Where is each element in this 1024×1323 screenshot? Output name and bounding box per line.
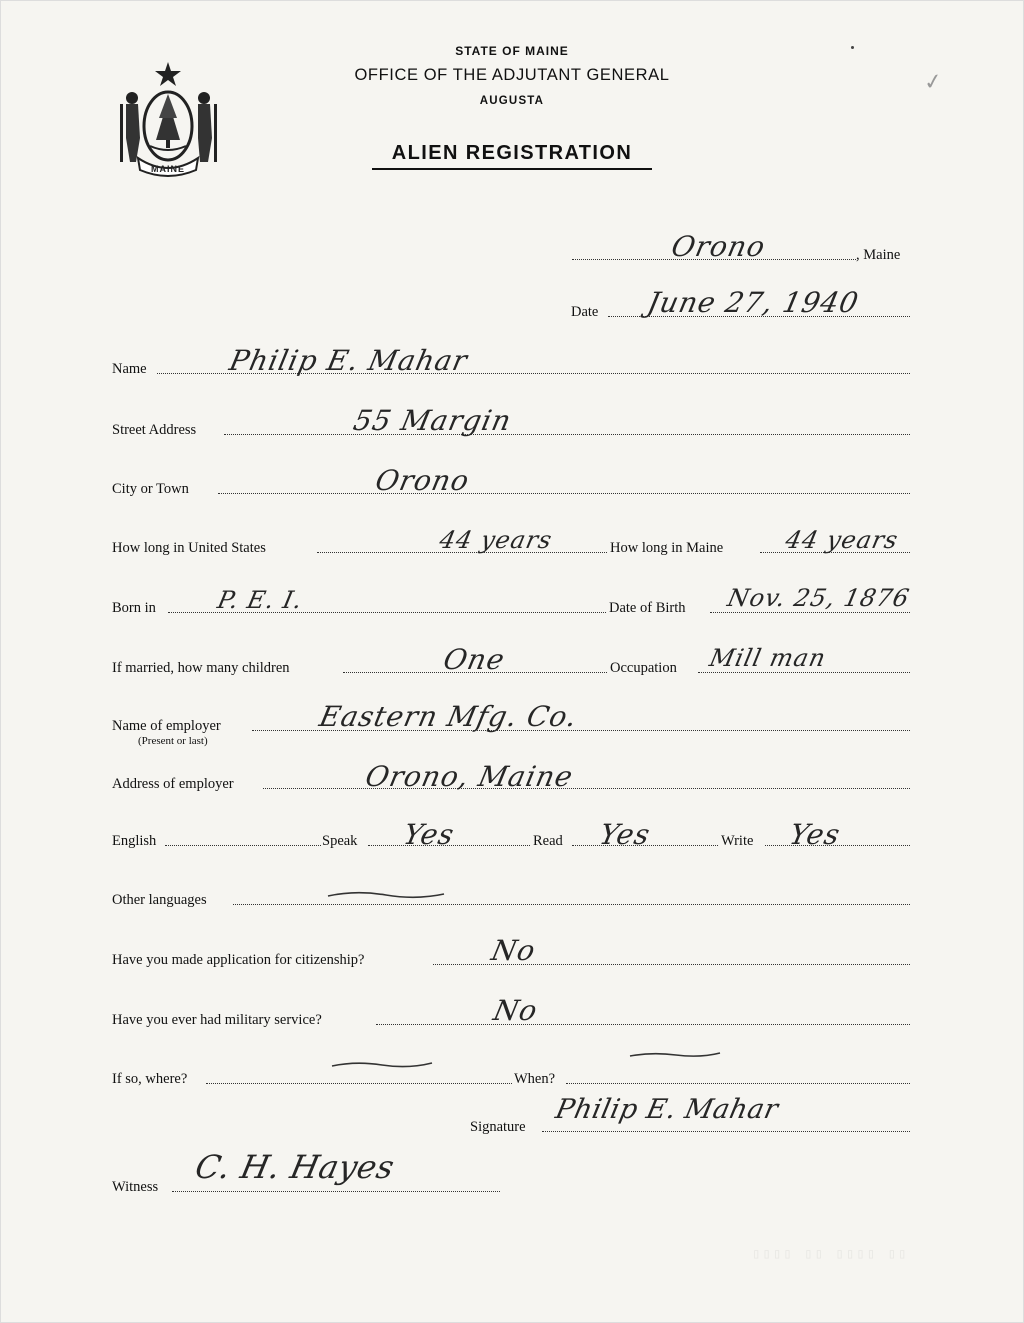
city-value: Orono: [372, 464, 473, 497]
military-label: Have you ever had military service?: [112, 1012, 322, 1028]
citizenship-value: No: [488, 934, 539, 967]
other-languages-label: Other languages: [112, 892, 207, 908]
write-label: Write: [721, 833, 754, 849]
english-line: [165, 845, 321, 846]
us-years-value: 44 years: [437, 526, 556, 554]
english-label: English: [112, 833, 157, 849]
checkmark-icon: ✓: [922, 68, 945, 97]
when-label: When?: [514, 1071, 556, 1087]
header-city: AUGUSTA: [479, 95, 545, 107]
ink-dot: [851, 46, 854, 49]
employer-address-line: [263, 788, 910, 789]
header-office: OFFICE OF THE ADJUTANT GENERAL: [354, 66, 670, 84]
dob-value: Nov. 25, 1876: [725, 584, 913, 612]
witness-label: Witness: [112, 1179, 159, 1195]
signature-line: [542, 1131, 910, 1132]
blank-dash-mark: [326, 888, 446, 902]
write-value: Yes: [786, 818, 844, 851]
other-languages-line: [233, 904, 910, 905]
form-title: ALIEN REGISTRATION: [391, 142, 633, 164]
born-in-value: P. E. I.: [215, 586, 306, 614]
street-value: 55 Margin: [350, 404, 515, 437]
where-label: If so, where?: [112, 1071, 188, 1087]
citizenship-label: Have you made application for citizenship?: [112, 952, 365, 968]
header-state: STATE OF MAINE: [455, 44, 569, 58]
when-line: [566, 1083, 910, 1084]
military-value: No: [490, 994, 541, 1027]
name-label: Name: [112, 361, 147, 377]
when-dash-mark: [628, 1048, 722, 1062]
maine-years-label: How long in Maine: [610, 540, 724, 556]
military-line: [376, 1024, 910, 1025]
date-value: June 27, 1940: [644, 286, 862, 319]
signature-label: Signature: [470, 1119, 526, 1135]
employer-sublabel: (Present or last): [138, 735, 208, 747]
date-label: Date: [571, 304, 599, 320]
speak-value: Yes: [400, 818, 458, 851]
employer-value: Eastern Mfg. Co.: [316, 700, 581, 733]
occupation-line: [698, 672, 910, 673]
faded-stamp-mark: ▯▯▯▯ ▯▯ ▯▯▯▯ ▯▯: [752, 1246, 909, 1262]
witness-line: [172, 1191, 500, 1192]
children-value: One: [440, 643, 509, 676]
dob-line: [710, 612, 910, 613]
us-years-label: How long in United States: [112, 540, 266, 556]
signature-value: Philip E. Mahar: [552, 1094, 782, 1125]
svg-text:MAINE: MAINE: [151, 164, 185, 174]
occupation-label: Occupation: [610, 660, 677, 676]
speak-label: Speak: [322, 833, 358, 849]
read-value: Yes: [596, 818, 654, 851]
name-value: Philip E. Mahar: [226, 344, 471, 377]
dob-label: Date of Birth: [609, 600, 686, 616]
where-line: [206, 1083, 512, 1084]
employer-label: Name of employer: [112, 718, 221, 734]
city-line: [218, 493, 910, 494]
place-suffix: , Maine: [856, 247, 901, 263]
witness-value: C. H. Hayes: [191, 1148, 398, 1186]
employer-address-value: Orono, Maine: [362, 760, 577, 793]
read-label: Read: [533, 833, 563, 849]
title-underline: [372, 168, 652, 170]
where-dash-mark: [330, 1058, 434, 1072]
street-line: [224, 434, 910, 435]
employer-address-label: Address of employer: [112, 776, 234, 792]
children-label: If married, how many children: [112, 660, 290, 676]
born-in-label: Born in: [112, 600, 156, 616]
street-label: Street Address: [112, 422, 197, 438]
occupation-value: Mill man: [707, 644, 829, 672]
maine-years-value: 44 years: [783, 526, 902, 554]
city-label: City or Town: [112, 481, 189, 497]
place-value: Orono: [668, 230, 769, 263]
